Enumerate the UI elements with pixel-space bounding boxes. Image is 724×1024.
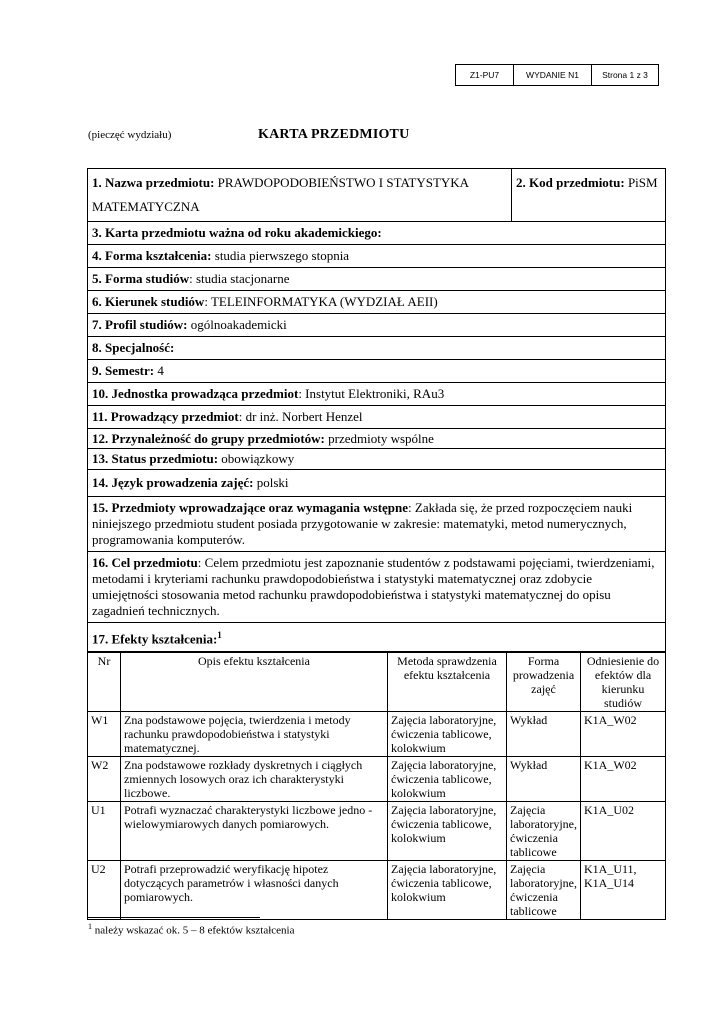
field-value: : studia stacjonarne xyxy=(189,271,290,286)
field-course-name xyxy=(88,169,512,221)
field-value: 4 xyxy=(154,363,164,378)
field-academic-year xyxy=(88,222,665,245)
cell-description: Potrafi wyznaczać charakterystyki liczbowe jedno - wielowymiarowych danych pomiarowych. xyxy=(121,802,388,861)
field-value: : dr inż. Norbert Henzel xyxy=(238,409,363,424)
field-specialization xyxy=(88,337,665,360)
field-study-profile xyxy=(88,314,665,337)
cell-description: Zna podstawowe pojęcia, twierdzenia i metody rachunku prawdopodobieństwa i statystyki matematycznej. xyxy=(121,712,388,757)
field-value: przedmioty wspólne xyxy=(324,431,434,446)
field-value: polski xyxy=(253,475,289,490)
field-value: obowiązkowy xyxy=(218,451,295,466)
field-field-of-study xyxy=(88,291,665,314)
header-code: Z1-PU7 xyxy=(456,65,514,85)
field-course-group xyxy=(88,429,665,449)
field-value: : Instytut Elektroniki, RAu3 xyxy=(298,386,445,401)
cell-description: Zna podstawowe rozkłady dyskretnych i ciągłych zmiennych losowych oraz ich charakterystyki liczbowe. xyxy=(121,757,388,802)
field-label: 5. Forma studiów xyxy=(92,271,190,286)
table-row xyxy=(88,712,665,757)
course-card-form xyxy=(87,168,666,920)
row-course-name-code xyxy=(88,169,665,222)
column-header-method: Metoda sprawdzenia efektu kształcenia xyxy=(388,653,507,712)
column-header-form: Forma prowadzenia zajęć xyxy=(507,653,581,712)
field-label: 16. Cel przedmiotu xyxy=(92,555,198,570)
field-semester xyxy=(88,360,665,383)
footnote-mark: 1 xyxy=(88,922,92,931)
footnote xyxy=(88,922,295,937)
cell-form: Wykład xyxy=(507,757,581,802)
field-label: 17. Efekty kształcenia: xyxy=(92,631,218,647)
footnote-divider xyxy=(88,917,260,918)
cell-method: Zajęcia laboratoryjne, ćwiczenia tablicowe, kolokwium xyxy=(388,861,507,920)
field-value: studia pierwszego stopnia xyxy=(211,248,350,263)
field-language xyxy=(88,470,665,497)
field-value: PRAWDOPODOBIEŃSTWO I STATYSTYKA MATEMATYCZNA xyxy=(92,175,469,214)
field-label: 14. Język prowadzenia zajęć: xyxy=(92,475,254,490)
column-header-description: Opis efektu kształcenia xyxy=(121,653,388,712)
field-value: PiSM xyxy=(624,175,658,190)
field-label: 15. Przedmioty wprowadzające oraz wymagania wstępne xyxy=(92,500,409,515)
field-label: 2. Kod przedmiotu: xyxy=(516,175,625,190)
field-label: 11. Prowadzący przedmiot xyxy=(92,409,239,424)
field-label: 13. Status przedmiotu: xyxy=(92,451,219,466)
field-label: 9. Semestr: xyxy=(92,363,155,378)
field-lecturer xyxy=(88,406,665,429)
cell-reference: K1A_U11, K1A_U14 xyxy=(581,861,666,920)
field-study-form xyxy=(88,268,665,291)
field-label: 3. Karta przedmiotu ważna od roku akademickiego: xyxy=(92,225,382,240)
cell-method: Zajęcia laboratoryjne, ćwiczenia tablicowe, kolokwium xyxy=(388,802,507,861)
document-header-box xyxy=(455,64,659,86)
field-value: : Zakłada się, że przed rozpoczęciem nauki niniejszego przedmiotu student posiada przygotowanie w zakresie: matematyki, metod numerycznych, programowania komputerów. xyxy=(92,500,633,547)
field-label: 12. Przynależność do grupy przedmiotów: xyxy=(92,431,325,446)
cell-reference: K1A_W02 xyxy=(581,712,666,757)
cell-reference: K1A_U02 xyxy=(581,802,666,861)
cell-nr: U2 xyxy=(88,861,121,920)
table-row xyxy=(88,861,665,920)
cell-method: Zajęcia laboratoryjne, ćwiczenia tablicowe, kolokwium xyxy=(388,712,507,757)
footnote-marker: 1 xyxy=(217,630,222,640)
cell-form: Zajęcia laboratoryjne, ćwiczenia tablicowe xyxy=(507,861,581,920)
field-label: 10. Jednostka prowadząca przedmiot xyxy=(92,386,299,401)
faculty-stamp-label: (pieczęć wydziału) xyxy=(88,129,172,141)
cell-nr: W1 xyxy=(88,712,121,757)
footnote-text: należy wskazać ok. 5 – 8 efektów kształcenia xyxy=(92,924,295,937)
field-course-status xyxy=(88,449,665,470)
column-header-reference: Odniesienie do efektów dla kierunku studiów xyxy=(581,653,666,712)
effects-table xyxy=(88,652,665,919)
cell-form: Zajęcia laboratoryjne, ćwiczenia tablicowe xyxy=(507,802,581,861)
field-label: 1. Nazwa przedmiotu: xyxy=(92,175,215,190)
table-row xyxy=(88,757,665,802)
cell-nr: U1 xyxy=(88,802,121,861)
field-label: 6. Kierunek studiów xyxy=(92,294,205,309)
field-unit xyxy=(88,383,665,406)
cell-form: Wykład xyxy=(507,712,581,757)
field-value: : Celem przedmiotu jest zapoznanie studentów z podstawami pojęciami, twierdzeniami, metodami i kryteriami rachunku prawdopodobieństwa i statystyki matematycznej oraz zdobycie umiejętności stosowania metod rachunku prawdopodobieństwa i statystyki matematycznej do opisu zagadnień technicznych. xyxy=(92,555,655,618)
cell-description: Potrafi przeprowadzić weryfikację hipotez dotyczących parametrów i własności danych pomiarowych. xyxy=(121,861,388,920)
field-label: 4. Forma kształcenia: xyxy=(92,248,212,263)
column-header-nr: Nr xyxy=(88,653,121,712)
field-course-goal xyxy=(88,552,665,623)
page-title: KARTA PRZEDMIOTU xyxy=(258,127,410,142)
cell-nr: W2 xyxy=(88,757,121,802)
field-course-code xyxy=(512,169,665,221)
field-label: 7. Profil studiów: xyxy=(92,317,188,332)
field-learning-outcomes xyxy=(88,623,665,652)
header-page: Strona 1 z 3 xyxy=(602,70,648,80)
field-value: : TELEINFORMATYKA (WYDZIAŁ AEII) xyxy=(204,294,438,309)
cell-method: Zajęcia laboratoryjne, ćwiczenia tablicowe, kolokwium xyxy=(388,757,507,802)
field-value: ogólnoakademicki xyxy=(187,317,287,332)
field-education-form xyxy=(88,245,665,268)
effects-table-header xyxy=(88,653,665,712)
table-row xyxy=(88,802,665,861)
cell-reference: K1A_W02 xyxy=(581,757,666,802)
field-prerequisites xyxy=(88,497,665,552)
field-label: 8. Specjalność: xyxy=(92,340,175,355)
effects-table-wrapper xyxy=(88,652,665,919)
header-edition: WYDANIE N1 xyxy=(514,65,592,85)
